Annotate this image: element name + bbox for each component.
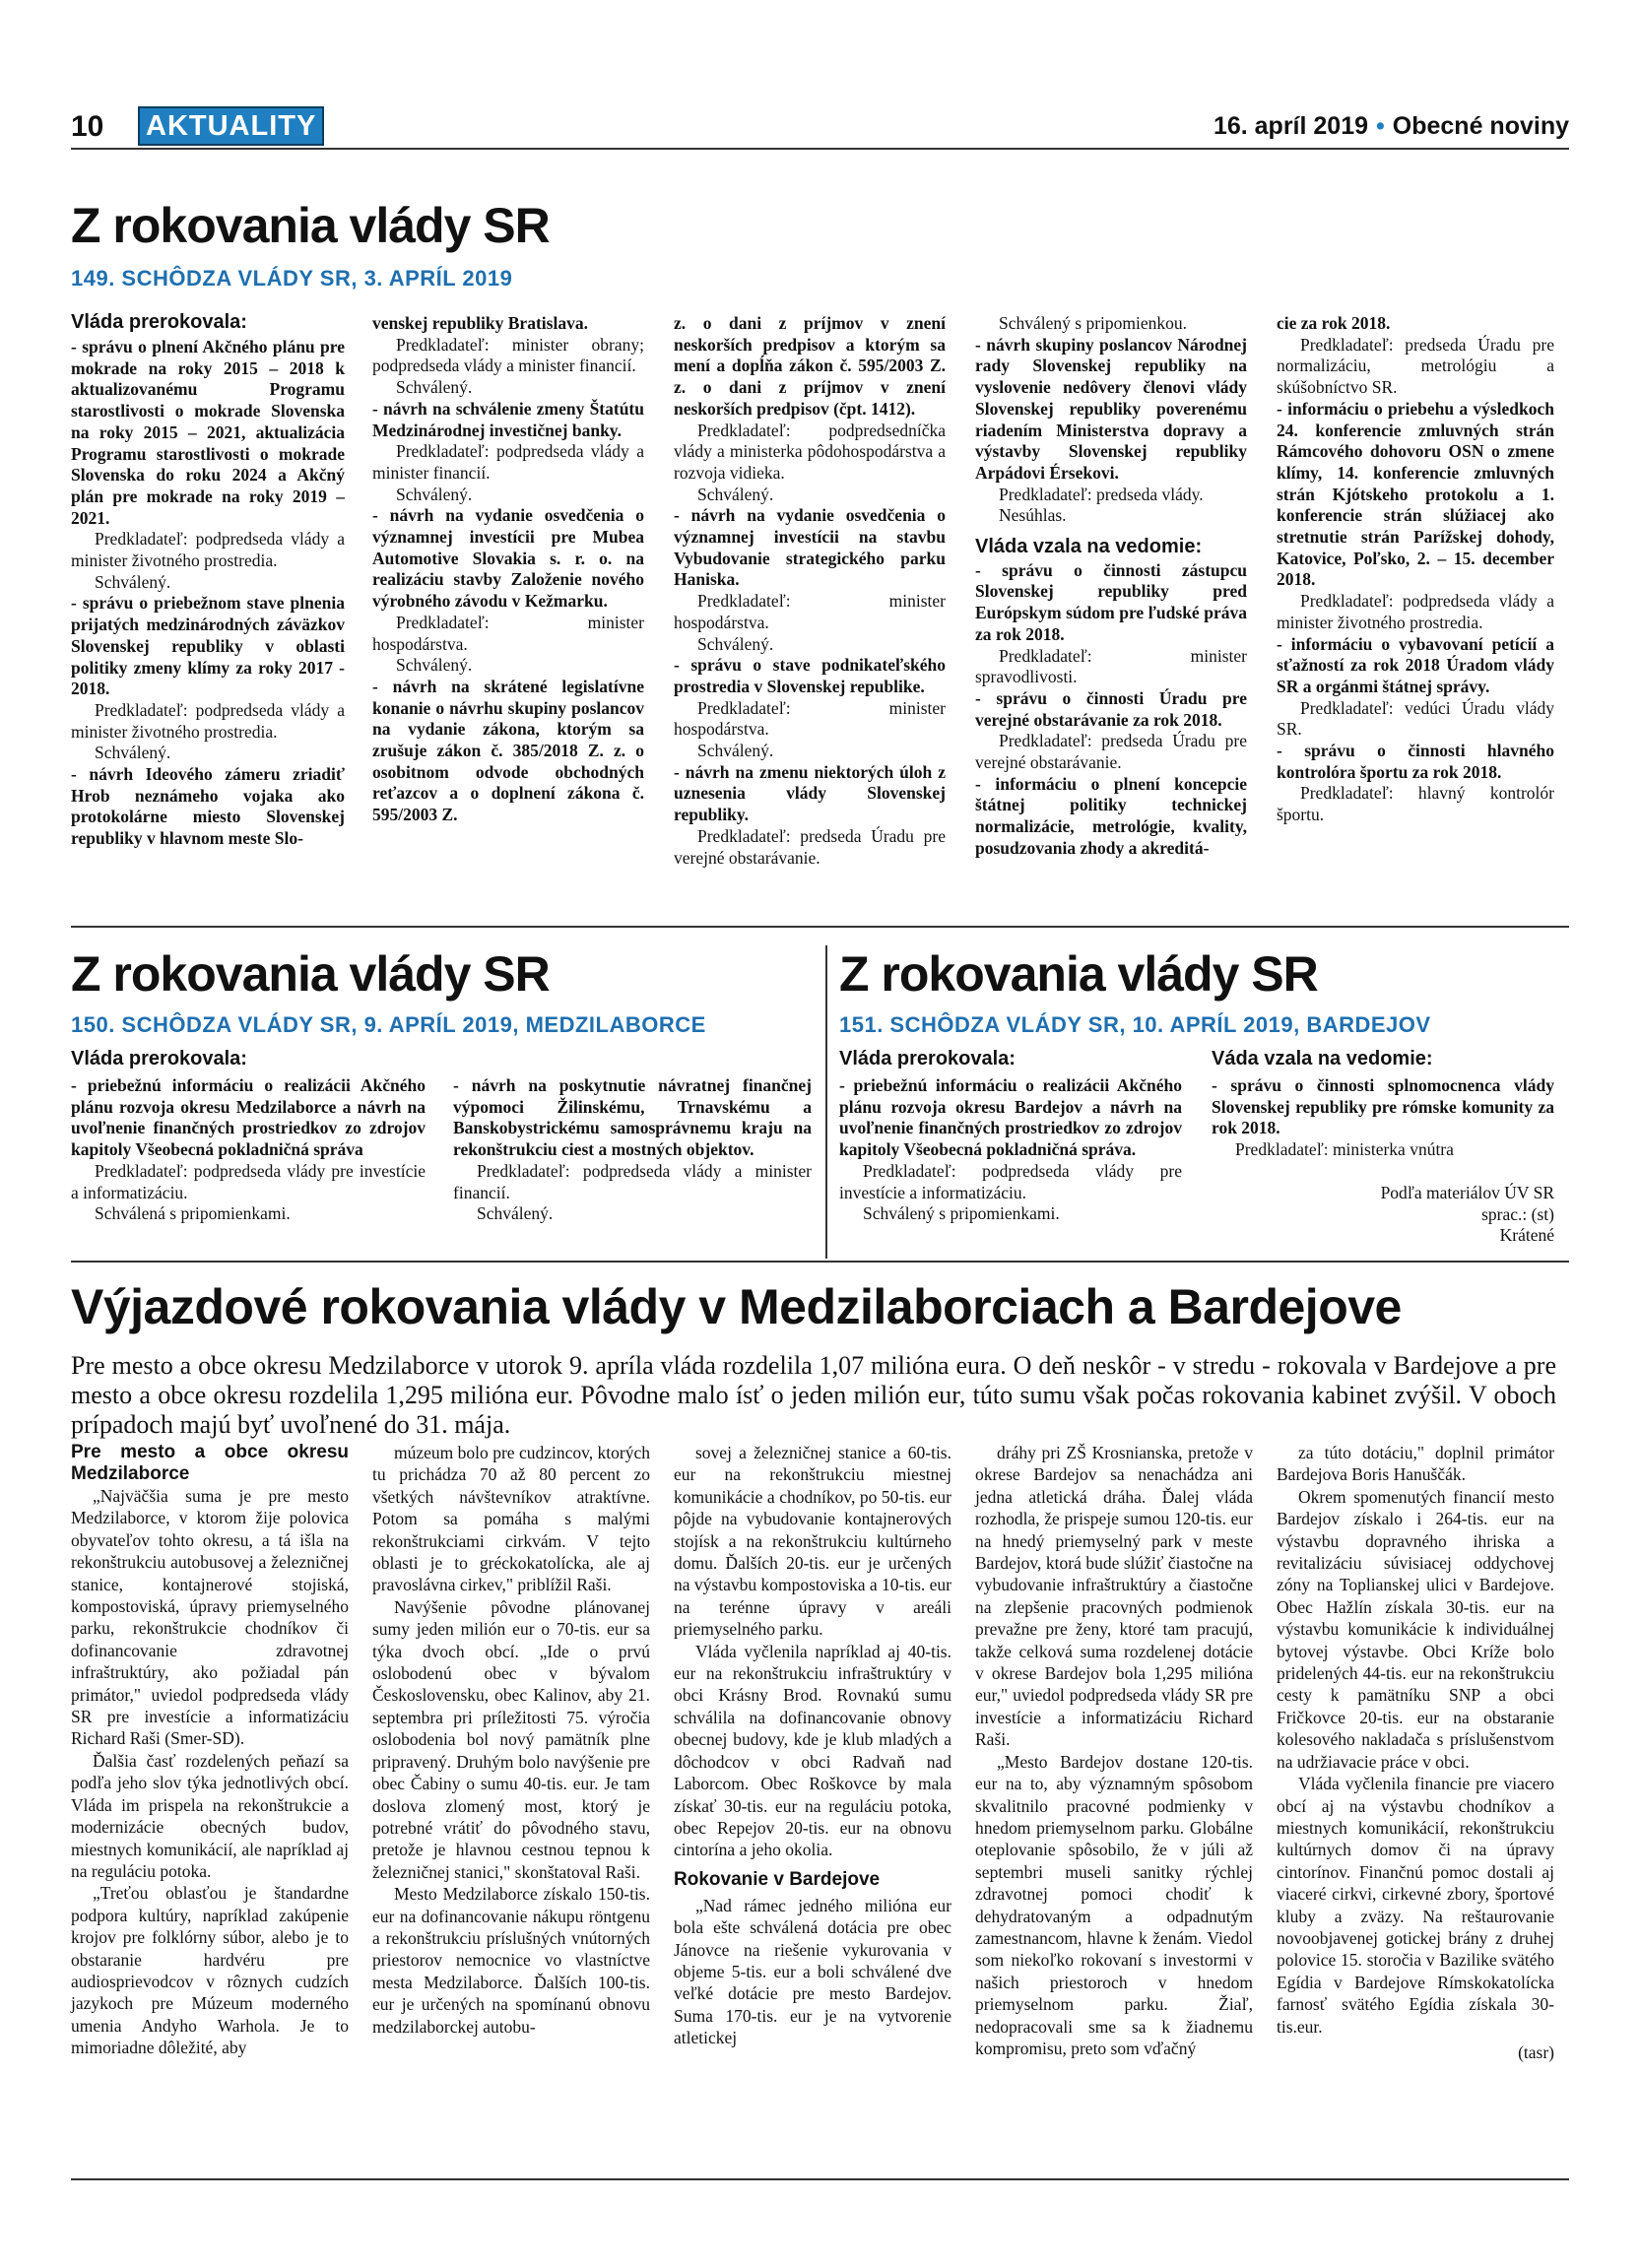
agenda-item: - informáciu o vybavovaní petícií a sťažností za rok 2018 Úradom vlády SR a orgánmi štátnej správy. <box>1277 633 1554 696</box>
page-header <box>71 106 1569 146</box>
article-paragraph: Mesto Medzilaborce získalo 150-tis. eur na dofinancovanie nákupu röntgenu a rekonštrukciu príslušných vnútorných priestorov nemocnice vo vlastníctve mesta Medzilaborce. Ďalších 100-tis. eur je určených na spomínanú obnovu medzilaborckej autobu- <box>372 1884 650 2037</box>
agenda-note: Predkladateľ: podpredseda vlády a minister životného prostredia. <box>71 529 345 571</box>
s151-source: Podľa materiálov ÚV SR <box>1380 1182 1554 1202</box>
article-paragraph: „Treťou oblasťou je štandardne podpora kultúry, napríklad zakúpenie krojov pre folklórny súbor, alebo je to obstaranie hardvéru pre audiosprievodcov v rôznych cudzích jazykoch pre Múzeum moderného umenia Andyho Warhola. Je to mimoriadne dôležité, aby <box>71 1883 349 2058</box>
agenda-note: Predkladateľ: podpredseda vlády a minister životného prostredia. <box>71 699 345 742</box>
agenda-note: Schválený. <box>396 377 473 398</box>
agenda-item: - návrh na vydanie osvedčenia o významnej investícii na stavbu Vybudovanie strategického parku Haniska. <box>674 505 946 590</box>
agenda-item: - návrh na zmenu niektorých úloh z uznesenia vlády Slovenskej republiky. <box>674 761 946 825</box>
agenda-note: Schválený s pripomienkou. <box>999 313 1188 333</box>
agenda-item: - návrh Ideového zámeru zriadiť Hrob neznámeho vojaka ako protokolárne miesto Slovenskej republiky v hlavnom meste Slo- <box>71 764 345 849</box>
agenda-item: - návrh na skrátené legislatívne konanie o návrhu skupiny poslancov na vydanie zákona, ktorým sa zrušuje zákon č. 385/2018 Z. z. o osobitnom odvode obchodných reťazcov a o doplnení zákona č. 595/2003 Z. <box>372 676 644 825</box>
agenda-note: Schválený. <box>396 655 473 676</box>
agenda-item: - priebežnú informáciu o realizácii Akčného plánu rozvoja okresu Bardejov a návrh na uvoľnenie finančných prostriedkov zo zdrojov kapitoly Všeobecná pokladničná správa. <box>839 1075 1182 1160</box>
article-signature: (tasr) <box>1518 2041 1554 2062</box>
rule-150-151 <box>71 1261 1569 1263</box>
agenda-note: Predkladateľ: minister hospodárstva. <box>674 697 946 740</box>
s151-subtitle: 151. SCHÔDZA VLÁDY SR, 10. APRÍL 2019, BARDEJOV <box>839 1012 1431 1037</box>
agenda-note: Predkladateľ: ministerka vnútra <box>1235 1139 1454 1160</box>
section-label: AKTUALITY <box>138 106 324 146</box>
agenda-note: Nesúhlas. <box>999 505 1067 526</box>
article-col-3 <box>674 1442 951 2049</box>
article-paragraph: Okrem spomenutých financií mesto Bardejov získalo i 264-tis. eur na výstavbu dopravného ihriska a revitalizáciu súvisiacej oddychovej zóny na Toplianskej ulici v Bardejove. Obec Hažlín získala 30-tis. eur na výstavbu komunikácie k individuálnej bytovej výstavbe. Obci Kríže bolo pridelených 44-tis. eur na rekonštrukciu cesty k pamätníku SNP a obci Fričkovce 20-tis. eur na obstaranie kolesového nakladača s príslušenstvom na udržiavacie práce v obci. <box>1277 1486 1554 1772</box>
s149-col-2 <box>372 313 644 826</box>
agenda-note: Predkladateľ: predseda vlády. <box>999 484 1204 504</box>
s151-col-1 <box>839 1075 1182 1225</box>
agenda-item: z. o dani z príjmov v znení neskorších predpisov a ktorým sa mení a dopĺňa zákon č. 595/2003 Z. z. o dani z príjmov v znení neskorších predpisov (čpt. 1412). <box>674 313 946 419</box>
agenda-note: Predkladateľ: predseda Úradu pre normalizáciu, metrológiu a skúšobníctvo SR. <box>1277 334 1554 398</box>
agenda-note: Schválený. <box>697 484 774 504</box>
s149-col-4a <box>975 313 1247 527</box>
agenda-note: Predkladateľ: vedúci Úradu vlády SR. <box>1277 697 1554 740</box>
s149-subtitle: 149. SCHÔDZA VLÁDY SR, 3. APRÍL 2019 <box>71 266 513 291</box>
agenda-note: Predkladateľ: podpredseda vlády pre investície a informatizáciu. <box>839 1160 1182 1202</box>
s150-subtitle: 150. SCHÔDZA VLÁDY SR, 9. APRÍL 2019, MEDZILABORCE <box>71 1012 706 1037</box>
article-kicker-2: Rokovanie v Bardejove <box>674 1868 881 1890</box>
agenda-item: - správu o činnosti hlavného kontrolóra športu za rok 2018. <box>1277 741 1554 782</box>
article-col-1 <box>71 1442 349 2059</box>
s151-title: Z rokovania vlády SR <box>839 946 1318 1002</box>
article-col-4 <box>975 1442 1253 2059</box>
agenda-item: - správu o plnení Akčného plánu pre mokrade na roky 2015 – 2018 k aktualizovanému Programu starostlivosti o mokrade Slovenska na roky 2015 – 2021, aktualizácia Programu starostlivosti o mokrade Slovenska do roku 2024 a Akčný plán pre mokrade na roky 2019 – 2021. <box>71 337 345 528</box>
agenda-item: - správu o priebežnom stave plnenia prijatých medzinárodných záväzkov Slovenskej republiky v oblasti politiky zmeny klímy za roky 2017 - 2018. <box>71 593 345 699</box>
s149-title: Z rokovania vlády SR <box>71 198 550 253</box>
s151-col-2-items <box>1212 1075 1554 1161</box>
agenda-note: Schválený s pripomienkami. <box>863 1203 1060 1224</box>
agenda-item: - návrh na schválenie zmeny Štatútu Medzinárodnej investičnej banky. <box>372 398 644 440</box>
agenda-item: - informáciu o plnení koncepcie štátnej politiky technickej normalizácie, metrológie, kvality, posudzovania zhody a akreditá- <box>975 773 1247 858</box>
article-lead: Pre mesto a obce okresu Medzilaborce v utorok 9. apríla vláda rozdelila 1,07 milióna eura. O deň neskôr - v stredu - rokovala v Bardejove a pre mesto a obce okresu rozdelila 1,295 milióna eur. Pôvodne malo ísť o jeden milión eur, túto sumu však počas rokovania kabinet zvýšil. V oboch prípadoch majú byť uvoľnené do 31. mája. <box>71 1351 1556 1439</box>
agenda-note: Predkladateľ: minister obrany; podpredseda vlády a minister financií. <box>372 334 644 376</box>
agenda-note: Schválená s pripomienkami. <box>95 1203 291 1224</box>
agenda-item: - správu o činnosti zástupcu Slovenskej republiky pred Európskym súdom pre ľudské práva za rok 2018. <box>975 559 1247 644</box>
agenda-item: - informáciu o priebehu a výsledkoch 24. konferencie zmluvných strán Rámcového dohovoru OSN o zmene klímy, 14. konferencie zmluvných strán Kjótskeho protokolu a 1. konferencie strán slúžiacej ako stretnutie strán Parížskej dohody, Katovice, Poľsko, 2. – 15. december 2018. <box>1277 398 1554 590</box>
agenda-item: - návrh na vydanie osvedčenia o významnej investícii pre Mubea Automotive Slovakia s. r. o. na realizáciu stavby Založenie nového výrobného závodu v Kežmarku. <box>372 505 644 612</box>
header-rule <box>71 148 1569 150</box>
paper-name: Obecné noviny <box>1392 112 1569 140</box>
agenda-item: - návrh skupiny poslancov Národnej rady Slovenskej republiky na vyslovenie nedôvery členovi vlády Slovenskej republiky poverenému riadením Ministerstva dopravy a výstavby Slovenskej republiky Arpádovi Érsekovi. <box>975 334 1247 483</box>
agenda-note: Predkladateľ: minister hospodárstva. <box>674 591 946 632</box>
agenda-note: Schválený. <box>477 1203 554 1224</box>
article-title: Výjazdové rokovania vlády v Medzilaborciach a Bardejove <box>71 1279 1402 1334</box>
s149-col-4b <box>975 560 1247 860</box>
s150-col-2 <box>453 1075 812 1225</box>
s149-col-3 <box>674 313 946 869</box>
article-paragraph: Vláda vyčlenila napríklad aj 40-tis. eur na rekonštrukciu infraštruktúry v obci Krásny Brod. Rovnakú sumu schválila na dofinancovanie obnovy obecnej budovy, kde je klub mladých a dôchodcov v obci Radvaň nad Laborcom. Obec Roškovce by mala získať 30-tis. eur na reguláciu potoka, obec Repejov 20-tis. eur na obnovu cintorína a jeho okolia. <box>674 1641 951 1860</box>
article-paragraph: sovej a železničnej stanice a 60-tis. eur na rekonštrukciu miestnej komunikácie a chodníkov, po 50-tis. eur pôjde na vybudovanie kontajnerových stojísk a na rekonštrukciu kultúrneho domu. Ďalších 20-tis. eur je určených na výstavbu kompostoviska a 10-tis. eur na terénne úpravy v areáli priemyselného parku. <box>674 1443 951 1640</box>
s150-col-1 <box>71 1075 426 1225</box>
s150-heading: Vláda prerokovala: <box>71 1048 247 1069</box>
agenda-note: Predkladateľ: minister spravodlivosti. <box>975 645 1247 687</box>
s151-heading: Vláda prerokovala: <box>839 1048 1016 1069</box>
agenda-note: Predkladateľ: predseda Úradu pre verejné obstarávanie. <box>674 825 946 868</box>
agenda-item: - správu o stave podnikateľského prostredia v Slovenskej republike. <box>674 655 946 696</box>
agenda-note: Predkladateľ: podpredsedníčka vlády a ministerka pôdohospodárstva a rozvoja vidieka. <box>674 420 946 483</box>
agenda-note: Schválený. <box>95 571 171 592</box>
article-col-5 <box>1277 1442 1554 2063</box>
footer-rule <box>71 2178 1569 2180</box>
article-paragraph: Ďalšia časť rozdelených peňazí sa podľa jeho slov týka jednotlivých obcí. Vláda im prispela na rekonštrukcie a modernizácie obecných budov, miestnych komunikácií, ale napríklad aj na reguláciu potoka. <box>71 1750 349 1881</box>
article-col-2 <box>372 1442 650 2038</box>
s149-col-5 <box>1277 313 1554 826</box>
agenda-item: - správu o činnosti Úradu pre verejné obstarávanie za rok 2018. <box>975 687 1247 730</box>
agenda-note: Predkladateľ: podpredseda vlády a minister financií. <box>453 1160 812 1202</box>
agenda-note: Schválený. <box>396 484 473 504</box>
article-paragraph: dráhy pri ZŠ Krosnianska, pretože v okrese Bardejov sa nenachádza ani jedna atletická dráha. Ďalej vláda rozhodla, že prispeje sumou 120-tis. eur na hnedý priemyselný park v meste Bardejov, ktorá bude slúžiť čiastočne na vybudovanie infraštruktúry a čiastočne na zlepšenie pracovných podmienok prevažne pre ženy, ktoré tam pracujú, takže celková suma rozdelenej dotácie v okrese Bardejov bola 1,295 milióna eur," uviedol podpredseda vlády SR pre investície a informatizáciu Richard Raši. <box>975 1443 1253 1750</box>
article-col-3a-text <box>674 1442 951 1861</box>
agenda-note: Schválený. <box>697 741 774 761</box>
page-number: 10 <box>71 110 104 143</box>
agenda-note: Predkladateľ: hlavný kontrolór športu. <box>1277 783 1554 825</box>
agenda-note: Predkladateľ: podpredseda vlády a minister životného prostredia. <box>1277 591 1554 632</box>
article-col-1-text <box>71 1485 349 2059</box>
agenda-item: - správu o činnosti splnomocnenca vlády Slovenskej republiky pre rómske komunity za rok 2018. <box>1212 1075 1554 1138</box>
rule-149 <box>71 926 1569 928</box>
agenda-note: Predkladateľ: podpredseda vlády a minister financií. <box>372 441 644 483</box>
article-paragraph: Navýšenie pôvodne plánovanej sumy jeden milión eur o 70-tis. eur sa týka dvoch obcí. „Ide o prvú oslobodenú obec v bývalom Československu, obec Kalinov, aby 21. septembra pri príležitosti 75. výročia oslobodenia bol nový pamätník plne pripravený. Druhým bolo navýšenie pre obec Čabiny o sumu 40-tis. eur. Je tam doslova zlomený most, ktorý je potrebné vrátiť do pôvodného stavu, pretože je hlavnou cestnou tepnou k železničnej stanici," skonštatoval Raši. <box>372 1596 650 1882</box>
agenda-note: Predkladateľ: podpredseda vlády pre investície a informatizáciu. <box>71 1160 426 1202</box>
article-kicker-1: Pre mesto a obce okresu Medzilaborce <box>71 1442 349 1484</box>
agenda-note: Predkladateľ: predseda Úradu pre verejné obstarávanie. <box>975 731 1247 773</box>
s151-edited: Krátené <box>1499 1225 1554 1246</box>
article-col-5-text <box>1277 1442 1554 2038</box>
article-paragraph: Vláda vyčlenila financie pre viacero obcí aj na výstavbu chodníkov a miestnych komunikácií, rekonštrukciu kultúrnych domov či na úpravy cintorínov. Finančnú pomoc dostali aj viaceré cirkvi, cirkevné zbory, športové kluby a zväzy. Na reštaurovanie novoobjavenej gotickej brány z druhej polovice 15. storočia v Bazilike svätého Egídia v Bardejove Rímskokatolícka farnosť svätého Egídia získala 30-tis.eur. <box>1277 1774 1554 2037</box>
s151-author: sprac.: (st) <box>1481 1203 1554 1224</box>
agenda-item: - návrh na poskytnutie návratnej finančnej výpomoci Žilinskému, Trnavskému a Banskobystrickému samosprávnemu kraju na rekonštrukciu ciest a mostných objektov. <box>453 1075 812 1160</box>
s149-heading-2: Vláda vzala na vedomie: <box>975 536 1203 558</box>
agenda-note: Schválený. <box>697 633 774 654</box>
s150-title: Z rokovania vlády SR <box>71 946 550 1002</box>
issue-date: 16. apríl 2019 <box>1213 112 1369 140</box>
agenda-note: Predkladateľ: minister hospodárstva. <box>372 612 644 654</box>
agenda-note: Schválený. <box>95 743 171 763</box>
article-paragraph: múzeum bolo pre cudzincov, ktorých tu prichádza 70 až 80 percent zo všetkých návštevníkov atraktívne. Potom sa pomáha s malými rekonštrukciami cirkvám. V tejto oblasti je to gréckokatolícka, ale aj pravoslávna cirkev," priblížil Raši. <box>372 1443 650 1595</box>
article-paragraph: „Najväčšia suma je pre mesto Medzilaborce, v ktorom žije polovica obyvateľov tohto okresu, a tá išla na rekonštrukciu autobusovej a železničnej stanice, kontajnerové stojiská, kompostoviská, úpravy priemyselného parku, rekonštrukcie chodníkov či dofinancovanie zdravotnej infraštruktúry, ako požiadal pán primátor," uviedol podpredseda vlády SR pre investície a informatizáciu Richard Raši (Smer-SD). <box>71 1486 349 1749</box>
article-col-3b-text <box>674 1895 951 2049</box>
article-paragraph: „Mesto Bardejov dostane 120-tis. eur na to, aby významným spôsobom skvalitnilo pracovné podmienky v hnedom priemyselnom parku. Globálne oteplovanie spôsobilo, že v júli až septembri museli sanitky rýchlej zdravotnej pomoci chodiť k dehydratovaným a odpadnutým zamestnancom, hlavne k ženám. Viedol som niekoľko rokovaní s investormi v našich priestoroch v hnedom priemyselnom parku. Žiaľ, nedopracovali sme sa k žiadnemu kompromisu, preto som vďačný <box>975 1751 1253 2058</box>
agenda-item: venskej republiky Bratislava. <box>372 313 588 333</box>
article-paragraph: za túto dotáciu," doplnil primátor Bardejova Boris Hanuščák. <box>1277 1443 1554 1485</box>
s151-col-2 <box>1212 1075 1554 1247</box>
column-divider <box>825 945 827 1259</box>
issue-info <box>1214 112 1569 141</box>
s149-heading: Vláda prerokovala: <box>71 311 247 333</box>
s151-heading-2: Váda vzala na vedomie: <box>1212 1048 1433 1069</box>
separator-dot: • <box>1376 112 1385 140</box>
s149-col-1 <box>71 337 345 850</box>
agenda-item: cie za rok 2018. <box>1277 313 1391 333</box>
agenda-item: - priebežnú informáciu o realizácii Akčného plánu rozvoja okresu Medzilaborce a návrh na uvoľnenie finančných prostriedkov zo zdrojov kapitoly Všeobecná pokladničná správa <box>71 1075 426 1160</box>
article-paragraph: „Nad rámec jedného milióna eur bola ešte schválená dotácia pre obec Jánovce na riešenie vykurovania v objeme 5-tis. eur a boli schválené dve veľké dotácie pre mesto Bardejov. Suma 170-tis. eur je na vytvorenie atletickej <box>674 1895 951 2048</box>
s149-col-4 <box>975 313 1247 860</box>
